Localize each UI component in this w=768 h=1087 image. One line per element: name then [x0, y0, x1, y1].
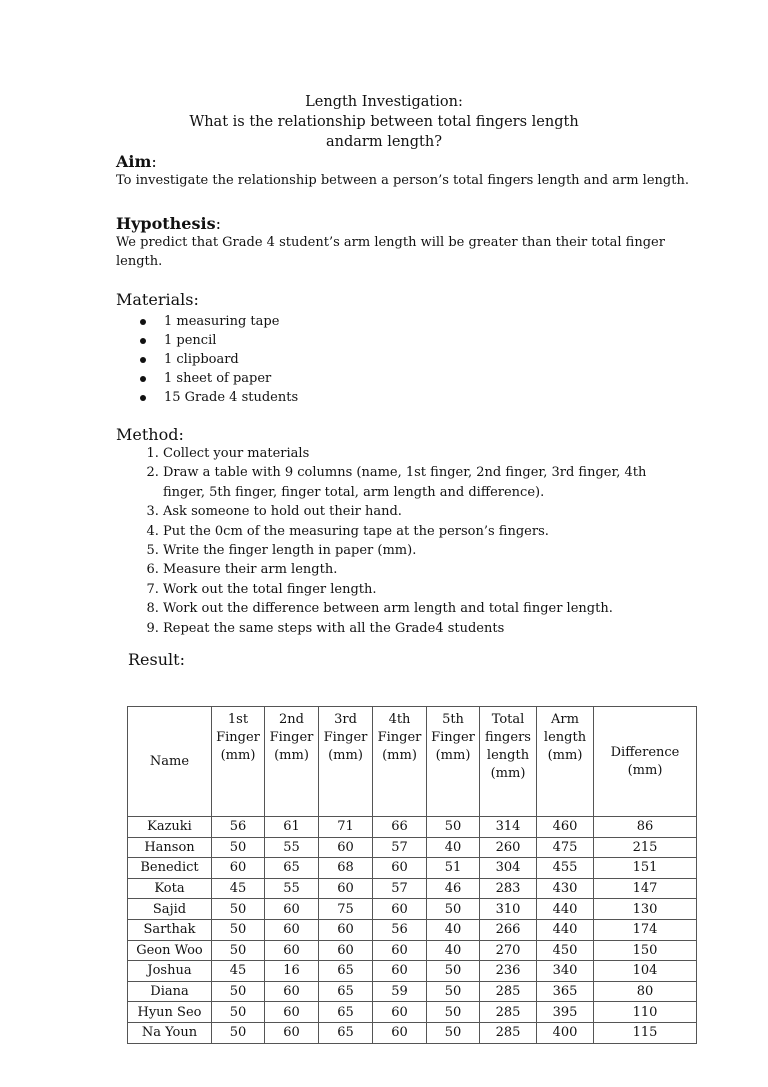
table-cell: 80: [594, 981, 697, 1002]
table-cell: 50: [212, 1002, 265, 1023]
table-cell: 50: [212, 940, 265, 961]
table-cell: 50: [427, 1022, 480, 1043]
title-line: What is the relationship between total fingers length: [189, 114, 579, 130]
header-line: (mm): [435, 748, 471, 763]
method-step: 6. Measure their arm length.: [163, 560, 676, 579]
column-header: [427, 707, 480, 817]
header-line: Total: [491, 712, 525, 727]
table-cell: 60: [373, 940, 427, 961]
table-cell: Joshua: [128, 961, 212, 982]
table-cell: 50: [212, 837, 265, 858]
table-cell: 68: [319, 858, 373, 879]
table-row: [128, 1002, 697, 1023]
table-cell: 60: [373, 899, 427, 920]
table-cell: Sajid: [128, 899, 212, 920]
table-cell: 440: [537, 919, 594, 940]
header-line: Finger: [269, 730, 314, 745]
header-line: Arm: [551, 712, 579, 727]
table-row: [128, 878, 697, 899]
table-cell: 455: [537, 858, 594, 879]
aim-heading: Aim: [116, 152, 152, 171]
table-cell: 51: [427, 858, 480, 879]
materials-heading: Materials:: [116, 290, 199, 309]
method-step: 1. Collect your materials: [163, 444, 676, 463]
table-cell: 60: [373, 858, 427, 879]
table-cell: 151: [594, 858, 697, 879]
header-line: (mm): [220, 748, 256, 763]
header-line: 5th: [442, 712, 464, 727]
table-cell: 174: [594, 919, 697, 940]
table-cell: 60: [373, 1002, 427, 1023]
method-step: 7. Work out the total finger length.: [163, 580, 676, 599]
header-line: Difference: [610, 744, 680, 760]
table-cell: 50: [212, 919, 265, 940]
aim-text: To investigate the relationship between a person’s total fingers length and arm length.: [116, 173, 689, 188]
header-line: (mm): [382, 748, 417, 763]
table-cell: 57: [373, 878, 427, 899]
column-header: [212, 707, 265, 817]
document-title: [0, 92, 768, 152]
method-step: 2. Draw a table with 9 columns (name, 1st finger, 2nd finger, 3rd finger, 4th finger, 5th finger, finger total, arm length and difference).: [163, 463, 676, 502]
table-cell: 50: [427, 981, 480, 1002]
table-cell: 60: [265, 981, 319, 1002]
table-row: [128, 961, 697, 982]
table-cell: 65: [265, 858, 319, 879]
table-cell: 71: [319, 817, 373, 838]
table-cell: 65: [319, 981, 373, 1002]
table-cell: 260: [480, 837, 537, 858]
title-line: Length Investigation:: [305, 94, 463, 110]
header-line: Name: [149, 753, 190, 769]
table-cell: 57: [373, 837, 427, 858]
table-cell: 395: [537, 1002, 594, 1023]
table-cell: 60: [265, 1022, 319, 1043]
method-section: [116, 425, 676, 638]
table-cell: 59: [373, 981, 427, 1002]
header-line: length: [543, 730, 587, 745]
table-cell: 285: [480, 981, 537, 1002]
column-header: [265, 707, 319, 817]
materials-section: [116, 290, 298, 407]
method-heading: Method:: [116, 425, 184, 444]
table-cell: 310: [480, 899, 537, 920]
table-cell: 16: [265, 961, 319, 982]
table-cell: Kota: [128, 878, 212, 899]
table-cell: Sarthak: [128, 919, 212, 940]
table-cell: 110: [594, 1002, 697, 1023]
column-header: [319, 707, 373, 817]
material-item: 1 clipboard: [140, 350, 298, 369]
material-item: 1 sheet of paper: [140, 369, 298, 388]
table-cell: 60: [319, 940, 373, 961]
method-step: 8. Work out the difference between arm length and total finger length.: [163, 599, 676, 618]
aim-section: Aim: To investigate the relationship between a person’s total fingers length and arm length.: [116, 152, 689, 191]
table-cell: 46: [427, 878, 480, 899]
table-cell: 365: [537, 981, 594, 1002]
column-header: [373, 707, 427, 817]
table-cell: 266: [480, 919, 537, 940]
table-cell: 75: [319, 899, 373, 920]
table-cell: Hyun Seo: [128, 1002, 212, 1023]
table-row: [128, 899, 697, 920]
table-cell: 150: [594, 940, 697, 961]
header-line: (mm): [328, 748, 363, 763]
table-cell: 460: [537, 817, 594, 838]
table-cell: 285: [480, 1022, 537, 1043]
table-cell: 283: [480, 878, 537, 899]
table-cell: 60: [319, 919, 373, 940]
method-list: [116, 444, 676, 638]
table-cell: Na Youn: [128, 1022, 212, 1043]
column-header: [537, 707, 594, 817]
table-cell: 60: [319, 837, 373, 858]
table-cell: 65: [319, 1022, 373, 1043]
table-cell: 66: [373, 817, 427, 838]
table-cell: 50: [212, 981, 265, 1002]
table-cell: Diana: [128, 981, 212, 1002]
table-row: [128, 817, 697, 838]
table-cell: 400: [537, 1022, 594, 1043]
table-cell: 40: [427, 919, 480, 940]
table-cell: 215: [594, 837, 697, 858]
material-item: 1 pencil: [140, 331, 298, 350]
header-line: fingers: [485, 730, 531, 745]
table-cell: 45: [212, 961, 265, 982]
table-cell: 60: [265, 919, 319, 940]
hypothesis-section: Hypothesis: We predict that Grade 4 student’s arm length will be greater than their total finger length.: [116, 214, 676, 271]
table-cell: 50: [427, 961, 480, 982]
hypothesis-heading: Hypothesis: [116, 214, 216, 233]
header-line: (mm): [274, 748, 309, 763]
table-cell: Benedict: [128, 858, 212, 879]
table-cell: 130: [594, 899, 697, 920]
hypothesis-text: We predict that Grade 4 student’s arm length will be greater than their total finger length.: [116, 235, 665, 269]
table-cell: 60: [212, 858, 265, 879]
table-cell: 450: [537, 940, 594, 961]
column-header: [594, 707, 697, 817]
table-cell: 60: [265, 899, 319, 920]
table-cell: 104: [594, 961, 697, 982]
header-line: (mm): [547, 748, 583, 763]
table-cell: 61: [265, 817, 319, 838]
table-cell: 86: [594, 817, 697, 838]
table-cell: 60: [265, 940, 319, 961]
table-cell: 314: [480, 817, 537, 838]
table-cell: 40: [427, 837, 480, 858]
header-line: (mm): [627, 762, 663, 778]
header-line: 1st: [227, 712, 249, 727]
table-cell: 147: [594, 878, 697, 899]
header-line: Finger: [431, 730, 475, 745]
table-row: [128, 981, 697, 1002]
header-line: Finger: [377, 730, 422, 745]
method-step: 5. Write the finger length in paper (mm).: [163, 541, 676, 560]
table-cell: 55: [265, 837, 319, 858]
result-heading: Result:: [128, 650, 185, 669]
table-cell: 60: [265, 1002, 319, 1023]
table-cell: 475: [537, 837, 594, 858]
table-cell: 440: [537, 899, 594, 920]
title-line: andarm length?: [326, 134, 442, 150]
table-header-row: [128, 707, 697, 817]
table-cell: 60: [373, 1022, 427, 1043]
table-row: [128, 919, 697, 940]
table-cell: Hanson: [128, 837, 212, 858]
method-step: 4. Put the 0cm of the measuring tape at the person’s fingers.: [163, 522, 676, 541]
table-cell: Geon Woo: [128, 940, 212, 961]
table-cell: 285: [480, 1002, 537, 1023]
table-cell: 115: [594, 1022, 697, 1043]
table-cell: 50: [212, 899, 265, 920]
header-line: 4th: [388, 712, 411, 727]
table-cell: 430: [537, 878, 594, 899]
table-cell: 56: [212, 817, 265, 838]
column-header: [480, 707, 537, 817]
header-line: Finger: [323, 730, 368, 745]
method-step: 9. Repeat the same steps with all the Grade4 students: [163, 619, 676, 638]
column-header: [128, 707, 212, 817]
table-cell: 50: [427, 1002, 480, 1023]
table-cell: 60: [373, 961, 427, 982]
header-line: length: [486, 748, 530, 763]
results-table: [127, 706, 697, 1044]
material-item: 1 measuring tape: [140, 312, 298, 331]
table-cell: 65: [319, 1002, 373, 1023]
table-cell: 304: [480, 858, 537, 879]
table-cell: 50: [427, 899, 480, 920]
table-cell: 270: [480, 940, 537, 961]
table-cell: 65: [319, 961, 373, 982]
table-cell: 40: [427, 940, 480, 961]
table-cell: 340: [537, 961, 594, 982]
table-row: [128, 1022, 697, 1043]
header-line: 3rd: [334, 712, 357, 727]
header-line: 2nd: [279, 712, 304, 727]
table-cell: 50: [212, 1022, 265, 1043]
table-row: [128, 837, 697, 858]
header-line: Finger: [216, 730, 260, 745]
table-cell: 56: [373, 919, 427, 940]
table-cell: 60: [319, 878, 373, 899]
header-line: (mm): [490, 766, 526, 781]
table-row: [128, 940, 697, 961]
table-cell: 236: [480, 961, 537, 982]
table-cell: 50: [427, 817, 480, 838]
table-cell: 45: [212, 878, 265, 899]
method-step: 3. Ask someone to hold out their hand.: [163, 502, 676, 521]
table-cell: 55: [265, 878, 319, 899]
table-cell: Kazuki: [128, 817, 212, 838]
material-item: 15 Grade 4 students: [140, 388, 298, 407]
materials-list: [140, 312, 298, 407]
table-row: [128, 858, 697, 879]
